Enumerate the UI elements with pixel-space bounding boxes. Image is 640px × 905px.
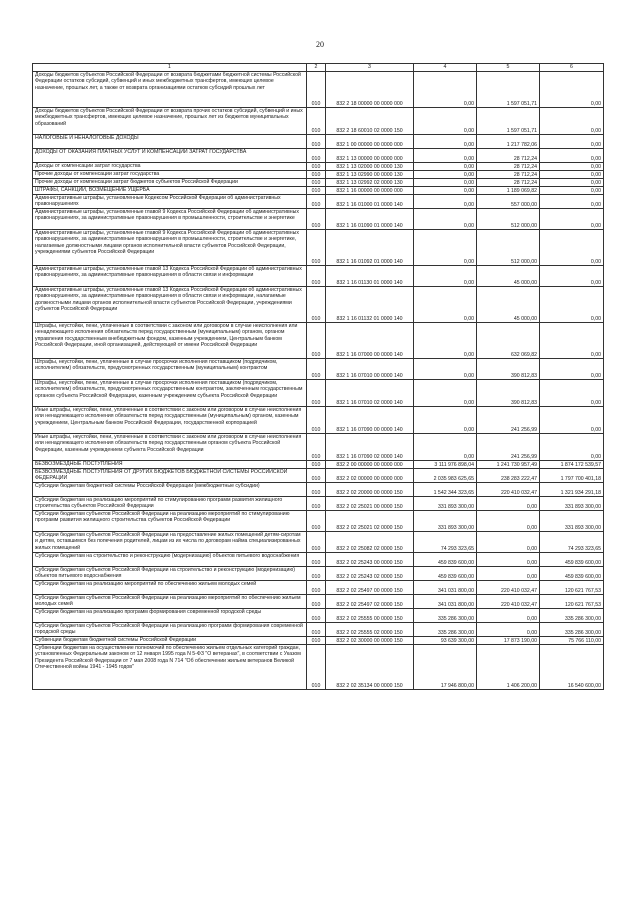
- table-row: [33, 469, 604, 483]
- row-admin-code: 010: [307, 532, 326, 553]
- row-value-col5: 45 000,00: [477, 287, 540, 323]
- row-budget-code: 832 2 02 25243 00 0000 150: [326, 553, 414, 567]
- row-admin-code: 010: [307, 163, 326, 171]
- row-value-col5: 0,00: [477, 553, 540, 567]
- row-description: ШТРАФЫ, САНКЦИИ, ВОЗМЕЩЕНИЕ УЩЕРБА: [33, 187, 307, 195]
- table-row: [33, 195, 604, 209]
- row-value-col4: 331 893 300,00: [414, 511, 477, 532]
- row-value-col6: 459 839 600,00: [540, 553, 604, 567]
- row-value-col4: 0,00: [414, 230, 477, 266]
- row-budget-code: 832 2 02 00000 00 0000 000: [326, 469, 414, 483]
- column-header: 6: [540, 64, 604, 72]
- row-description: Субсидии бюджетам на реализацию мероприятий по стимулированию программ развития жилищного строительства субъектов Российской Федерации: [33, 497, 307, 511]
- row-value-col5: 0,00: [477, 623, 540, 637]
- row-value-col5: 632 069,82: [477, 323, 540, 359]
- row-description: Иные штрафы, неустойки, пени, уплаченные в соответствии с законом или договором в случае неисполнения или ненадлежащего исполнения обязательств перед государственным органом субъекта Российской Федерации, казенным учреждением субъекта Российской Федерации: [33, 434, 307, 461]
- row-admin-code: 010: [307, 380, 326, 407]
- row-value-col5: 1 189 069,82: [477, 187, 540, 195]
- row-budget-code: 832 2 02 30000 00 0000 150: [326, 637, 414, 645]
- row-value-col4: 74 293 323,65: [414, 532, 477, 553]
- row-budget-code: 832 1 16 01132 01 0000 140: [326, 287, 414, 323]
- row-budget-code: 832 2 02 25497 00 0000 150: [326, 581, 414, 595]
- row-budget-code: 832 1 00 00000 00 0000 000: [326, 135, 414, 149]
- row-description: Административные штрафы, установленные главой 9 Кодекса Российской Федерации об административных правонарушениях, за административные правонарушения в промышленности, строительстве и энергетике: [33, 209, 307, 230]
- row-admin-code: 010: [307, 187, 326, 195]
- row-value-col4: 0,00: [414, 195, 477, 209]
- row-admin-code: 010: [307, 581, 326, 595]
- row-value-col5: 28 712,24: [477, 149, 540, 163]
- row-budget-code: 832 1 16 07090 02 0000 140: [326, 434, 414, 461]
- row-admin-code: 010: [307, 469, 326, 483]
- row-value-col6: 0,00: [540, 171, 604, 179]
- row-value-col4: 0,00: [414, 323, 477, 359]
- row-description: Доходы от компенсации затрат государства: [33, 163, 307, 171]
- revenue-table: [32, 63, 604, 690]
- row-budget-code: 832 1 16 07010 02 0000 140: [326, 380, 414, 407]
- row-value-col4: 0,00: [414, 359, 477, 380]
- row-budget-code: 832 2 18 60010 02 0000 150: [326, 108, 414, 135]
- row-admin-code: 010: [307, 511, 326, 532]
- table-row: [33, 135, 604, 149]
- row-value-col6: 1 321 934 291,18: [540, 483, 604, 497]
- row-budget-code: 832 2 02 25021 02 0000 150: [326, 511, 414, 532]
- row-value-col5: 220 410 032,47: [477, 483, 540, 497]
- row-description: Субсидии бюджетам субъектов Российской Федерации на реализацию программ формирования современной городской среды: [33, 623, 307, 637]
- row-admin-code: 010: [307, 359, 326, 380]
- row-value-col6: 75 766 110,00: [540, 637, 604, 645]
- row-budget-code: 832 1 16 00000 00 0000 000: [326, 187, 414, 195]
- row-value-col5: 17 873 190,00: [477, 637, 540, 645]
- row-description: Субсидии бюджетам бюджетной системы Российской Федерации (межбюджетные субсидии): [33, 483, 307, 497]
- row-value-col6: 0,00: [540, 407, 604, 434]
- page-number: 20: [316, 40, 324, 49]
- row-value-col6: 0,00: [540, 163, 604, 171]
- row-value-col5: 390 812,83: [477, 380, 540, 407]
- row-value-col5: 238 283 222,47: [477, 469, 540, 483]
- row-value-col6: 120 621 767,53: [540, 595, 604, 609]
- row-admin-code: 010: [307, 323, 326, 359]
- row-value-col4: 0,00: [414, 209, 477, 230]
- table-row: [33, 230, 604, 266]
- row-budget-code: 832 1 16 01000 01 0000 140: [326, 195, 414, 209]
- row-description: Субсидии бюджетам на строительство и реконструкцию (модернизацию) объектов питьевого водоснабжения: [33, 553, 307, 567]
- row-value-col5: 28 712,24: [477, 171, 540, 179]
- table-row: [33, 163, 604, 171]
- row-value-col6: 0,00: [540, 380, 604, 407]
- row-admin-code: 010: [307, 434, 326, 461]
- row-value-col4: 0,00: [414, 179, 477, 187]
- row-value-col4: 0,00: [414, 163, 477, 171]
- table-row: [33, 567, 604, 581]
- row-value-col6: 0,00: [540, 359, 604, 380]
- table-row: [33, 645, 604, 690]
- row-value-col6: 0,00: [540, 108, 604, 135]
- row-value-col5: 220 410 032,47: [477, 581, 540, 595]
- row-value-col6: 74 293 323,65: [540, 532, 604, 553]
- row-value-col4: 3 111 976 898,04: [414, 461, 477, 469]
- row-value-col4: 0,00: [414, 149, 477, 163]
- row-admin-code: 010: [307, 623, 326, 637]
- row-value-col5: 28 712,24: [477, 163, 540, 171]
- row-admin-code: 010: [307, 266, 326, 287]
- row-budget-code: 832 2 00 00000 00 0000 000: [326, 461, 414, 469]
- table-header-row: [33, 64, 604, 72]
- table-row: [33, 359, 604, 380]
- row-value-col4: 2 035 983 625,65: [414, 469, 477, 483]
- row-value-col6: 16 540 600,00: [540, 645, 604, 690]
- row-budget-code: 832 1 13 02992 02 0000 130: [326, 179, 414, 187]
- table-row: [33, 497, 604, 511]
- row-description: Штрафы, неустойки, пени, уплаченные в соответствии с законом или договором в случае неисполнения или ненадлежащего исполнения обязательств перед государственным (муниципальным) органом, органом управления государственным внебюджетным фондом, казенным учреждением, Центральным банком Российской Федерации, иной организацией, действующей от имени Российской Федерации: [33, 323, 307, 359]
- row-value-col6: 0,00: [540, 187, 604, 195]
- row-admin-code: 010: [307, 287, 326, 323]
- row-value-col5: 1 597 051,71: [477, 108, 540, 135]
- row-value-col5: 1 406 200,00: [477, 645, 540, 690]
- row-description: Доходы бюджетов субъектов Российской Федерации от возврата бюджетами бюджетной системы Российской Федерации остатков субсидий, субвенций и иных межбюджетных трансфертов, имеющих целевое назначение, прошлых лет, а также от возврата организациями остатков субсидий прошлых лет: [33, 72, 307, 108]
- row-description: Субсидии бюджетам субъектов Российской Федерации на реализацию мероприятий по стимулированию программ развития жилищного строительства субъектов Российской Федерации: [33, 511, 307, 532]
- row-value-col4: 0,00: [414, 380, 477, 407]
- row-value-col5: 1 217 782,06: [477, 135, 540, 149]
- row-admin-code: 010: [307, 171, 326, 179]
- row-value-col4: 0,00: [414, 171, 477, 179]
- row-value-col5: 28 712,24: [477, 179, 540, 187]
- row-value-col6: 1 874 172 539,57: [540, 461, 604, 469]
- row-value-col5: 45 000,00: [477, 266, 540, 287]
- row-admin-code: 010: [307, 461, 326, 469]
- row-value-col4: 0,00: [414, 407, 477, 434]
- row-admin-code: 010: [307, 567, 326, 581]
- row-value-col5: 220 410 032,47: [477, 595, 540, 609]
- row-value-col4: 459 839 600,00: [414, 567, 477, 581]
- table-row: [33, 511, 604, 532]
- row-budget-code: 832 1 16 07000 00 0000 140: [326, 323, 414, 359]
- row-value-col6: 459 839 600,00: [540, 567, 604, 581]
- column-header: 2: [307, 64, 326, 72]
- table-row: [33, 323, 604, 359]
- row-admin-code: 010: [307, 609, 326, 623]
- row-description: БЕЗВОЗМЕЗДНЫЕ ПОСТУПЛЕНИЯ ОТ ДРУГИХ БЮДЖЕТОВ БЮДЖЕТНОЙ СИСТЕМЫ РОССИЙСКОЙ ФЕДЕРАЦИИ: [33, 469, 307, 483]
- row-value-col6: 120 621 767,53: [540, 581, 604, 595]
- row-value-col4: 93 639 300,00: [414, 637, 477, 645]
- row-admin-code: 010: [307, 407, 326, 434]
- row-budget-code: 832 1 13 02990 00 0000 130: [326, 171, 414, 179]
- row-description: Прочие доходы от компенсации затрат бюджетов субъектов Российской Федерации: [33, 179, 307, 187]
- row-value-col4: 0,00: [414, 187, 477, 195]
- row-budget-code: 832 1 16 07010 00 0000 140: [326, 359, 414, 380]
- table-row: [33, 461, 604, 469]
- table-row: [33, 266, 604, 287]
- column-header: 1: [33, 64, 307, 72]
- row-value-col6: 0,00: [540, 323, 604, 359]
- row-budget-code: 832 2 02 25555 02 0000 150: [326, 623, 414, 637]
- row-description: Административные штрафы, установленные Кодексом Российской Федерации об административных правонарушениях: [33, 195, 307, 209]
- row-budget-code: 832 1 16 01090 01 0000 140: [326, 209, 414, 230]
- row-value-col6: 0,00: [540, 209, 604, 230]
- row-value-col5: 0,00: [477, 511, 540, 532]
- row-admin-code: 010: [307, 195, 326, 209]
- row-value-col4: 459 839 600,00: [414, 553, 477, 567]
- row-value-col4: 331 893 300,00: [414, 497, 477, 511]
- row-value-col5: 390 812,83: [477, 359, 540, 380]
- row-budget-code: 832 2 02 25021 00 0000 150: [326, 497, 414, 511]
- row-value-col5: 512 000,00: [477, 209, 540, 230]
- row-description: Административные штрафы, установленные главой 13 Кодекса Российской Федерации об административных правонарушениях, за административные правонарушения в области связи и информации: [33, 266, 307, 287]
- row-admin-code: 010: [307, 209, 326, 230]
- row-description: Административные штрафы, установленные главой 9 Кодекса Российской Федерации об административных правонарушениях, за административные правонарушения в промышленности, строительстве и энергетике, налагаемые должностными лицами органов исполнительной власти субъектов Российской Федерации, учреждениями субъектов Российской Федерации: [33, 230, 307, 266]
- row-value-col4: 0,00: [414, 108, 477, 135]
- row-description: Субвенции бюджетам на осуществление полномочий по обеспечению жильем отдельных категорий граждан, установленных Федеральным законом от 12 января 1995 года N 5-ФЗ "О ветеранах", в соответствии с Указом Президента Российской Федерации от 7 мая 2008 года N 714 "Об обеспечении жильем ветеранов Великой Отечественной войны 1941 - 1945 годов": [33, 645, 307, 690]
- row-budget-code: 832 2 02 25082 02 0000 150: [326, 532, 414, 553]
- row-admin-code: 010: [307, 72, 326, 108]
- row-admin-code: 010: [307, 230, 326, 266]
- row-value-col6: 335 286 300,00: [540, 609, 604, 623]
- row-description: Субвенции бюджетам бюджетной системы Российской Федерации: [33, 637, 307, 645]
- row-value-col4: 341 031 800,00: [414, 595, 477, 609]
- row-description: НАЛОГОВЫЕ И НЕНАЛОГОВЫЕ ДОХОДЫ: [33, 135, 307, 149]
- row-value-col6: 335 286 300,00: [540, 623, 604, 637]
- row-admin-code: 010: [307, 595, 326, 609]
- row-value-col6: 0,00: [540, 266, 604, 287]
- row-admin-code: 010: [307, 553, 326, 567]
- table-row: [33, 171, 604, 179]
- table-row: [33, 407, 604, 434]
- row-budget-code: 832 2 18 00000 00 0000 000: [326, 72, 414, 108]
- row-value-col6: 0,00: [540, 149, 604, 163]
- table-row: [33, 287, 604, 323]
- row-value-col6: 0,00: [540, 72, 604, 108]
- row-description: Иные штрафы, неустойки, пени, уплаченные в соответствии с законом или договором в случае неисполнения или ненадлежащего исполнения обязательств перед государственным (муниципальным) органом, казенным учреждением, Центральным банком Российской Федерации, государственной корпорацией: [33, 407, 307, 434]
- row-value-col5: 512 000,00: [477, 230, 540, 266]
- row-value-col5: 0,00: [477, 532, 540, 553]
- row-value-col4: 335 286 300,00: [414, 609, 477, 623]
- row-value-col4: 0,00: [414, 135, 477, 149]
- row-admin-code: 010: [307, 149, 326, 163]
- row-value-col6: 0,00: [540, 135, 604, 149]
- row-admin-code: 010: [307, 179, 326, 187]
- row-budget-code: 832 1 16 01130 01 0000 140: [326, 266, 414, 287]
- row-budget-code: 832 1 16 07090 00 0000 140: [326, 407, 414, 434]
- row-value-col6: 0,00: [540, 230, 604, 266]
- row-admin-code: 010: [307, 108, 326, 135]
- row-admin-code: 010: [307, 135, 326, 149]
- row-value-col6: 0,00: [540, 287, 604, 323]
- row-admin-code: 010: [307, 645, 326, 690]
- row-value-col5: 1 241 730 957,49: [477, 461, 540, 469]
- column-header: 3: [326, 64, 414, 72]
- row-description: ДОХОДЫ ОТ ОКАЗАНИЯ ПЛАТНЫХ УСЛУГ И КОМПЕНСАЦИИ ЗАТРАТ ГОСУДАРСТВА: [33, 149, 307, 163]
- row-value-col4: 341 031 800,00: [414, 581, 477, 595]
- row-value-col5: 0,00: [477, 567, 540, 581]
- row-value-col4: 1 542 344 323,65: [414, 483, 477, 497]
- row-description: Субсидии бюджетам субъектов Российской Федерации на предоставление жилых помещений детям-сиротам и детям, оставшимся без попечения родителей, лицам из их числа по договорам найма специализированных жилых помещений: [33, 532, 307, 553]
- table-row: [33, 380, 604, 407]
- row-description: Субсидии бюджетам субъектов Российской Федерации на реализацию мероприятий по обеспечению жильем молодых семей: [33, 595, 307, 609]
- table-row: [33, 609, 604, 623]
- row-budget-code: 832 2 02 20000 00 0000 150: [326, 483, 414, 497]
- row-value-col6: 331 893 300,00: [540, 497, 604, 511]
- row-description: Субсидии бюджетам на реализацию мероприятий по обеспечению жильем молодых семей: [33, 581, 307, 595]
- row-value-col4: 335 286 300,00: [414, 623, 477, 637]
- table-row: [33, 108, 604, 135]
- row-value-col6: 331 893 300,00: [540, 511, 604, 532]
- row-value-col5: 1 597 051,71: [477, 72, 540, 108]
- row-admin-code: 010: [307, 637, 326, 645]
- column-header: 4: [414, 64, 477, 72]
- row-description: БЕЗВОЗМЕЗДНЫЕ ПОСТУПЛЕНИЯ: [33, 461, 307, 469]
- table-row: [33, 434, 604, 461]
- row-value-col5: 0,00: [477, 609, 540, 623]
- table-row: [33, 553, 604, 567]
- row-value-col4: 17 946 800,00: [414, 645, 477, 690]
- row-description: Субсидии бюджетам на реализацию программ формирования современной городской среды: [33, 609, 307, 623]
- row-value-col6: 0,00: [540, 195, 604, 209]
- row-value-col4: 0,00: [414, 287, 477, 323]
- row-description: Штрафы, неустойки, пени, уплаченные в случае просрочки исполнения поставщиком (подрядчиком, исполнителем) обязательств, предусмотренных государственным (муниципальным) контрактом: [33, 359, 307, 380]
- row-budget-code: 832 2 02 25243 02 0000 150: [326, 567, 414, 581]
- table-row: [33, 72, 604, 108]
- table-row: [33, 637, 604, 645]
- row-budget-code: 832 2 02 25555 00 0000 150: [326, 609, 414, 623]
- table-row: [33, 623, 604, 637]
- table-row: [33, 149, 604, 163]
- table-row: [33, 595, 604, 609]
- row-budget-code: 832 2 02 25497 02 0000 150: [326, 595, 414, 609]
- row-value-col4: 0,00: [414, 72, 477, 108]
- table-row: [33, 532, 604, 553]
- row-value-col5: 241 256,99: [477, 434, 540, 461]
- table-row: [33, 483, 604, 497]
- row-value-col6: 0,00: [540, 179, 604, 187]
- row-value-col6: 0,00: [540, 434, 604, 461]
- row-description: Субсидии бюджетам субъектов Российской Федерации на строительство и реконструкцию (модернизацию) объектов питьевого водоснабжения: [33, 567, 307, 581]
- row-description: Штрафы, неустойки, пени, уплаченные в случае просрочки исполнения поставщиком (подрядчиком, исполнителем) обязательств, предусмотренных государственным контрактом, заключенным государственным органом субъекта Российской Федерации, казенным учреждением субъекта Российской Федерации: [33, 380, 307, 407]
- table-row: [33, 187, 604, 195]
- table-row: [33, 581, 604, 595]
- row-value-col5: 241 256,99: [477, 407, 540, 434]
- column-header: 5: [477, 64, 540, 72]
- row-value-col6: 1 797 700 401,18: [540, 469, 604, 483]
- row-description: Административные штрафы, установленные главой 13 Кодекса Российской Федерации об административных правонарушениях, за административные правонарушения в области связи и информации, налагаемые должностными лицами органов исполнительной власти субъектов Российской Федерации, учреждениями субъектов Российской Федерации: [33, 287, 307, 323]
- row-value-col5: 557 000,00: [477, 195, 540, 209]
- row-budget-code: 832 1 16 01092 01 0000 140: [326, 230, 414, 266]
- row-description: Прочие доходы от компенсации затрат государства: [33, 171, 307, 179]
- row-value-col4: 0,00: [414, 434, 477, 461]
- row-budget-code: 832 1 13 02000 00 0000 130: [326, 163, 414, 171]
- table-row: [33, 209, 604, 230]
- row-admin-code: 010: [307, 483, 326, 497]
- row-budget-code: 832 2 02 35134 00 0000 150: [326, 645, 414, 690]
- row-value-col5: 0,00: [477, 497, 540, 511]
- row-value-col4: 0,00: [414, 266, 477, 287]
- row-admin-code: 010: [307, 497, 326, 511]
- row-description: Доходы бюджетов субъектов Российской Федерации от возврата прочих остатков субсидий, субвенций и иных межбюджетных трансфертов, имеющих целевое назначение, прошлых лет из бюджетов муниципальных образований: [33, 108, 307, 135]
- table-row: [33, 179, 604, 187]
- row-budget-code: 832 1 13 00000 00 0000 000: [326, 149, 414, 163]
